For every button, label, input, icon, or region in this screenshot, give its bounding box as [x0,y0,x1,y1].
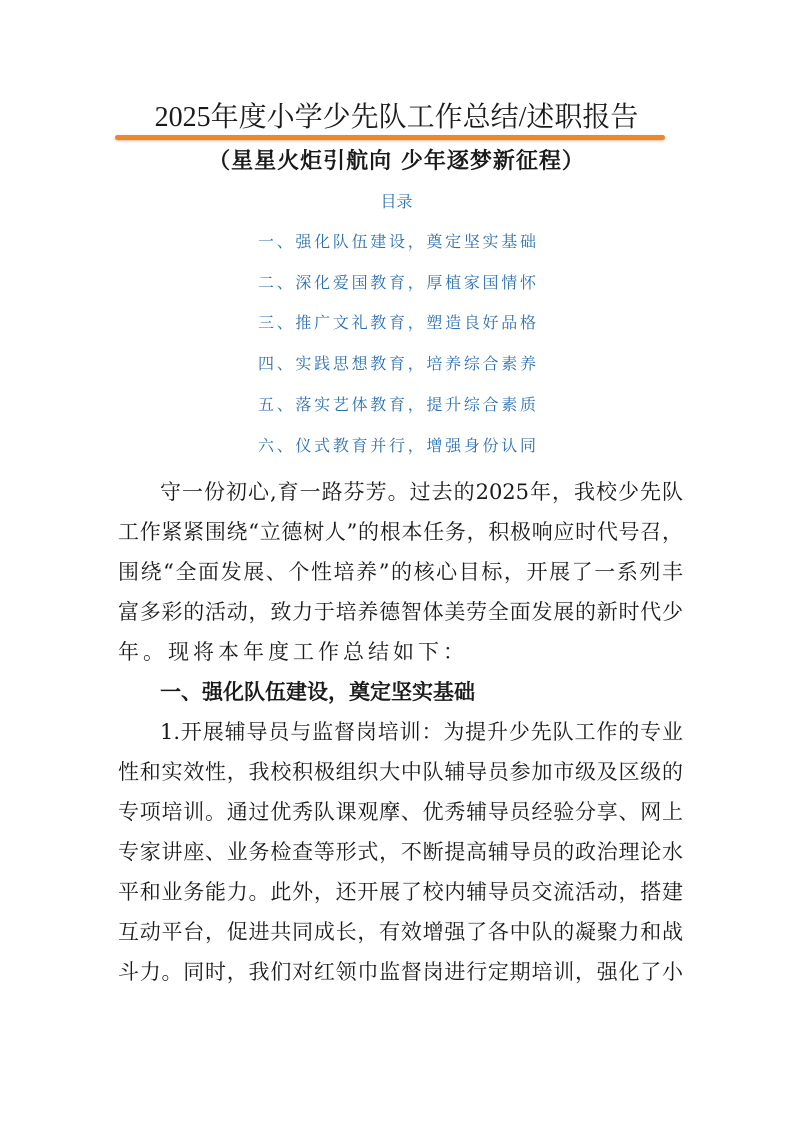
body-line: 1.开展辅导员与监督岗培训：为提升少先队工作的专业 [160,720,683,744]
toc-item[interactable]: 五、落实艺体教育，提升综合素质 [258,395,536,414]
intro-line: 围绕“全面发展、个性培养”的核心目标，开展了一系列丰 [118,560,683,584]
toc-item[interactable]: 二、深化爱国教育，厚植家国情怀 [258,273,536,292]
intro-line: 年。现将本年度工作总结如下： [118,640,468,664]
toc-item[interactable]: 三、推广文礼教育，塑造良好品格 [258,313,536,332]
section-heading: 一、强化队伍建设，奠定坚实基础 [160,679,475,704]
body-line: 专项培训。通过优秀队课观摩、优秀辅导员经验分享、网上 [118,800,683,824]
toc-item[interactable]: 六、仪式教育并行，增强身份认同 [258,436,536,455]
body-line: 性和实效性，我校积极组织大中队辅导员参加市级及区级的 [118,760,683,784]
document-title: 2025年度小学少先队工作总结/述职报告 [154,102,639,133]
toc-item[interactable]: 一、强化队伍建设，奠定坚实基础 [258,232,536,251]
intro-line: 富多彩的活动，致力于培养德智体美劳全面发展的新时代少 [118,600,683,624]
body-line: 专家讲座、业务检查等形式，不断提高辅导员的政治理论水 [118,840,683,864]
intro-line: 工作紧紧围绕“立德树人”的根本任务，积极响应时代号召， [118,520,683,544]
body-line: 平和业务能力。此外，还开展了校内辅导员交流活动，搭建 [118,880,683,904]
intro-line: 守一份初心,育一路芬芳。过去的2025年，我校少先队 [160,480,683,504]
title-underline [115,135,665,140]
toc-heading: 目录 [380,192,413,211]
body-line: 互动平台，促进共同成长，有效增强了各中队的凝聚力和战 [118,920,683,944]
document-subtitle: （星星火炬引航向 少年逐梦新征程） [208,148,585,174]
toc-item[interactable]: 四、实践思想教育，培养综合素养 [258,354,536,373]
body-line: 斗力。同时，我们对红领巾监督岗进行定期培训，强化了小 [118,960,683,984]
